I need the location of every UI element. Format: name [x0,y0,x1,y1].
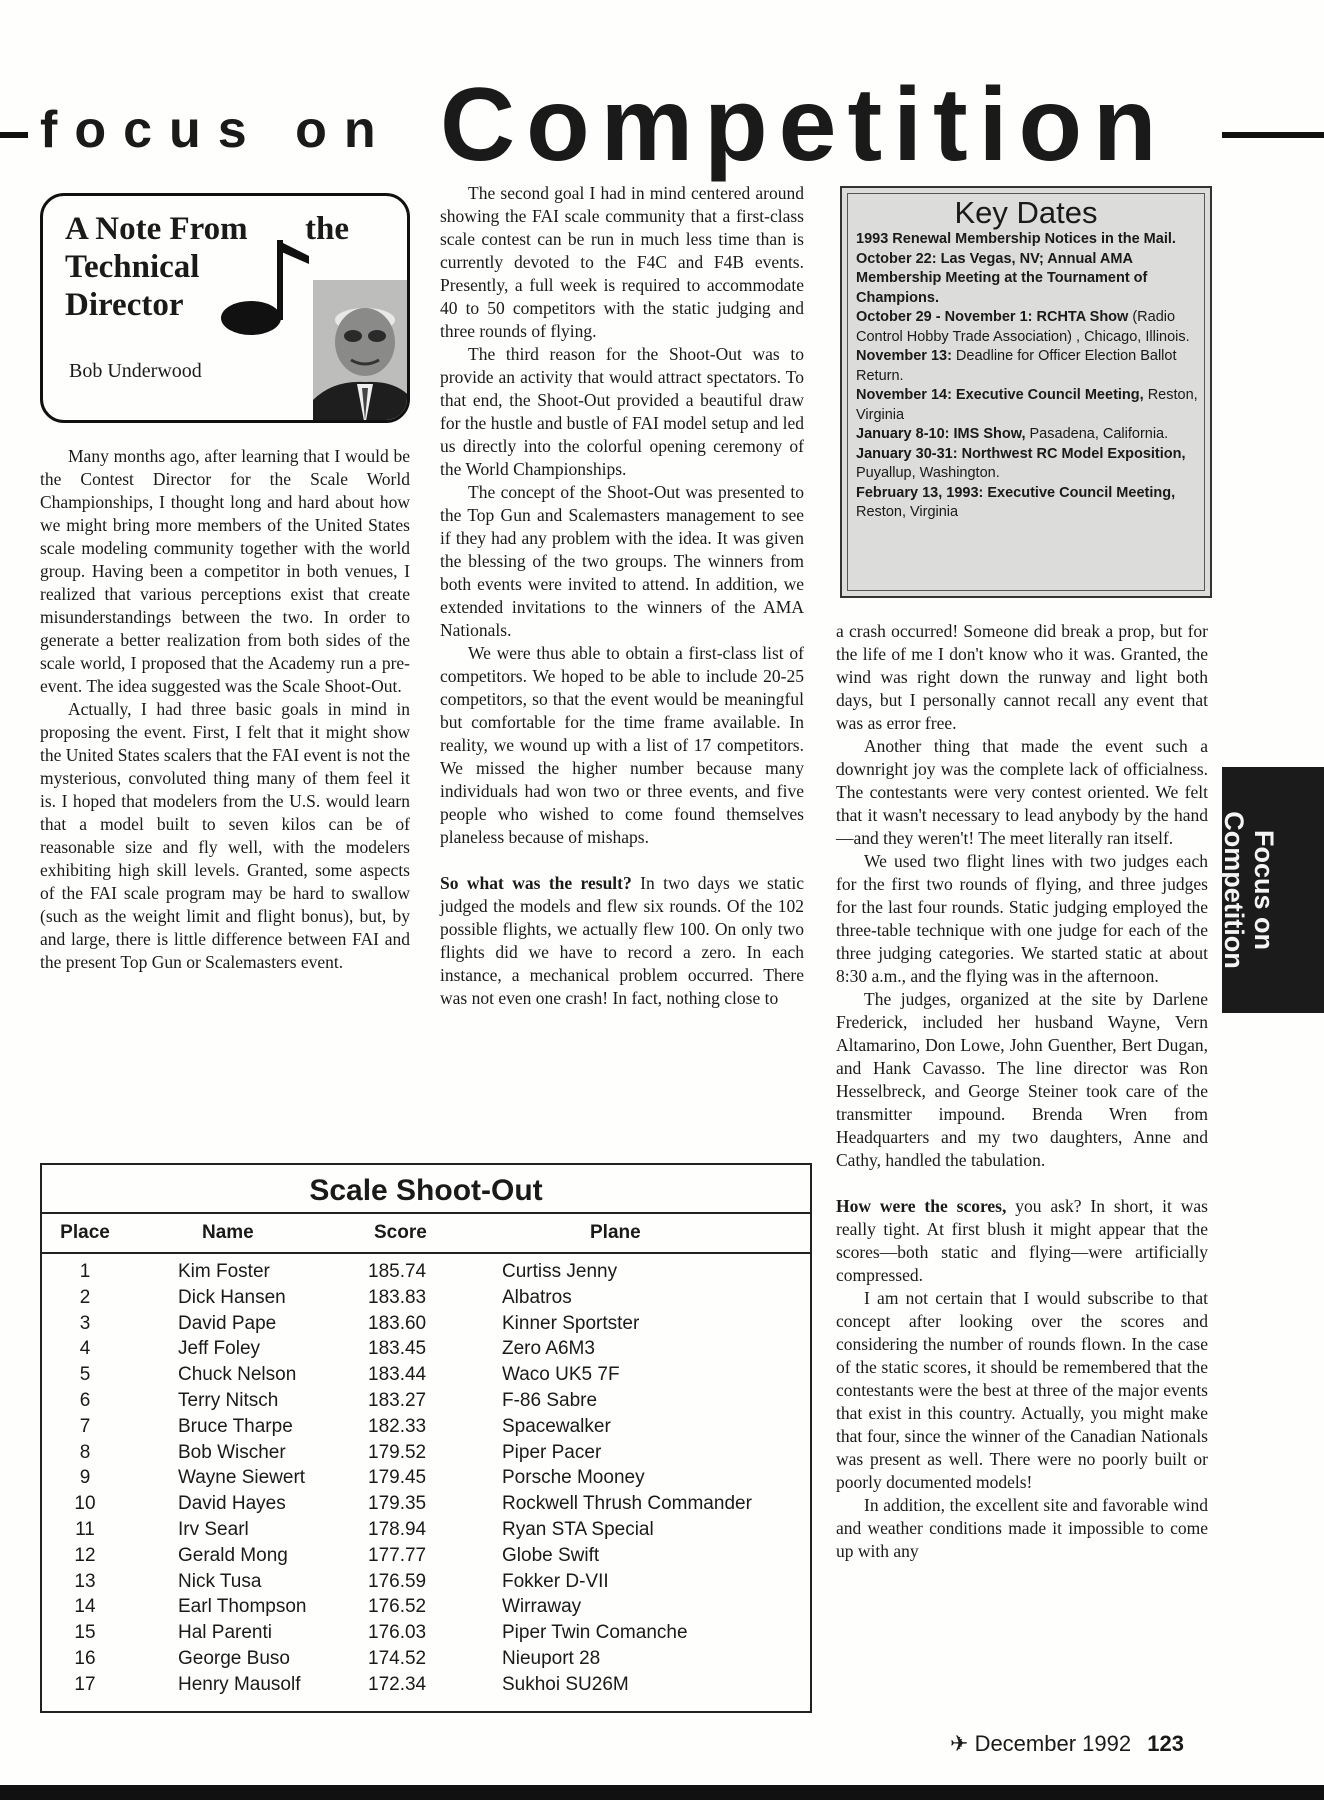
key-date-item: January 8-10: IMS Show, Pasadena, California. [856,426,1169,442]
note-author: Bob Underwood [69,360,202,382]
page-edge [0,1785,1324,1800]
cell-place: 6 [79,1390,91,1411]
cell-name: Bruce Tharpe [178,1415,293,1437]
cell-plane: Albatros [502,1286,572,1308]
cell-name: Henry Mausolf [178,1673,301,1695]
article-column-3 [836,620,1208,1563]
paragraph: The second goal I had in mind centered around showing the FAI scale community that a first-class scale contest can be run in much less time than is currently devoted to the F4C and F4B events. Presently, a full week is required to accommodate 40 to 50 competitors with the static judging and three rounds of flying. [440,183,804,341]
key-date-item: October 22: Las Vegas, NV; Annual AMA Membership Meeting at the Tournament of Champions. [856,250,1148,306]
scale-shoot-out-table [40,1163,812,1713]
cell-score: 176.03 [368,1622,427,1644]
cell-plane: Piper Pacer [502,1441,602,1463]
cell-plane: Sukhoi SU26M [502,1673,629,1695]
cell-score: 183.83 [368,1286,427,1308]
cell-score: 174.52 [368,1648,427,1669]
cell-name: Irv Searl [178,1519,249,1540]
paragraph: How were the scores, you ask? In short, it was really tight. At first blush it might appear that the scores—both static and flying—were artificially compressed. [836,1196,1208,1285]
header-plane: Plane [590,1222,641,1243]
page-footer [950,1729,1184,1759]
paragraph: In addition, the excellent site and favorable wind and weather conditions made it impossible to come up with any [836,1495,1208,1561]
cell-score: 179.52 [368,1441,427,1463]
table-title: Scale Shoot-Out [309,1174,543,1207]
cell-plane: Globe Swift [502,1544,600,1566]
paragraph: The third reason for the Shoot-Out was to provide an activity that would attract spectators. To that end, the Shoot-Out provided a beautiful draw for the hustle and bustle of FAI model setup and led us directly into the colorful opening ceremony of the World Championships. [440,344,804,479]
article-column-2 [440,182,804,1010]
subhead-scores: How were the scores, [836,1196,1007,1216]
header-rule-right [1222,132,1324,138]
plane-icon: ✈ [950,1731,969,1756]
cell-place: 15 [74,1622,96,1644]
note-title-the: the [305,211,349,247]
cell-score: 177.77 [368,1544,427,1566]
cell-name: David Pape [178,1312,277,1334]
header-competition: Competition [440,67,1168,183]
cell-score: 176.59 [368,1570,427,1592]
subhead-result: So what was the result? [440,873,632,893]
cell-plane: Fokker D-VII [502,1570,609,1592]
cell-name: Terry Nitsch [178,1390,279,1411]
cell-place: 1 [79,1261,91,1282]
cell-score: 185.74 [368,1261,427,1282]
article-column-1 [40,445,410,974]
cell-score: 176.52 [368,1596,427,1618]
cell-place: 9 [79,1467,91,1489]
cell-place: 2 [79,1286,91,1308]
cell-name: Bob Wischer [178,1441,286,1463]
cell-score: 182.33 [368,1415,427,1437]
cell-plane: Zero A6M3 [502,1338,595,1360]
paragraph: Another thing that made the event such a downright joy was the complete lack of officialness. The contestants were very contest oriented. We felt that it wasn't necessary to lead anybody by the hand—and they weren't! The meet literally ran itself. [836,736,1208,848]
cell-place: 12 [74,1544,96,1566]
cell-score: 178.94 [368,1519,427,1540]
page-number: 123 [1147,1731,1184,1756]
paragraph: Many months ago, after learning that I would be the Contest Director for the Scale World Championships, I thought long and hard about how we might bring more members of the United States scale modeling community together with the world group. Having been a competitor in both venues, I realized that various perceptions exist that create misunderstandings between the two. In order to generate a better realization from both sides of the scale world, I proposed that the Academy run a pre-event. The idea suggested was the Scale Shoot-Out. [40,446,410,696]
header-score: Score [374,1222,427,1243]
cell-plane: Spacewalker [502,1415,611,1437]
cell-score: 172.34 [368,1673,427,1695]
cell-name: Nick Tusa [178,1570,262,1592]
cell-place: 7 [79,1415,91,1437]
issue-date: December 1992 [974,1731,1132,1756]
cell-score: 183.60 [368,1312,427,1334]
paragraph: The concept of the Shoot-Out was presented to the Top Gun and Scalemasters management to see if they had any problem with the idea. It was given the blessing of the two groups. The winners from both events were invited to attend. In addition, we extended invitations to the winners of the AMA Nationals. [440,482,804,640]
cell-name: David Hayes [178,1493,286,1515]
cell-name: Earl Thompson [178,1596,307,1618]
paragraph: The judges, organized at the site by Darlene Frederick, included her husband Wayne, Vern Altamarino, Don Lowe, John Guenther, Bert Dugan, and Hank Cavasso. The line director was Ron Hesselbreck, and George Steiner took care of the transmitter impound. Brenda Wren from Headquarters and my two daughters, Anne and Cathy, handled the tabulation. [836,989,1208,1170]
cell-name: George Buso [178,1648,290,1669]
paragraph: So what was the result? In two days we static judged the models and flew six rounds. Of the 102 possible flights, we actually flew 100. On only two flights did we have to record a zero. In each instance, a mechanical problem occurred. There was not even one crash! In fact, nothing close to [440,873,804,1008]
cell-name: Kim Foster [178,1261,270,1282]
cell-place: 10 [74,1493,96,1515]
cell-plane: Curtiss Jenny [502,1261,618,1282]
header-focus-on: focus on [40,101,393,159]
cell-score: 179.35 [368,1493,427,1515]
cell-place: 8 [79,1441,91,1463]
paragraph: Actually, I had three basic goals in mind in proposing the event. First, I felt that it might show the United States scalers that the FAI event is not the mysterious, convoluted thing many of them feel it is. I hoped that modelers from the U.S. would learn that a model built to seven kilos can be of reasonable size and fly well, with the modelers exhibiting high skill levels. Granted, some aspects of the FAI scale program may be hard to swallow (such as the weight limit and flight bonus), but, by and large, there is little difference between FAI and the present Top Gun or Scalemasters event. [40,699,411,972]
header-place: Place [60,1222,110,1243]
cell-score: 183.45 [368,1338,427,1360]
cell-place: 14 [74,1596,96,1618]
cell-plane: F-86 Sabre [502,1390,598,1411]
paragraph: We were thus able to obtain a first-class list of competitors. We hoped to be able to include 20-25 competitors, so that the event would be meaningful but comfortable for the time frame available. In reality, we wound up with a list of 17 competitors. We missed the higher number because many individuals had won two or three events, and five people who wished to come found themselves planeless because of mishaps. [440,643,804,847]
cell-name: Chuck Nelson [178,1364,297,1386]
cell-place: 11 [75,1519,95,1540]
key-date-item: October 29 - November 1: RCHTA Show (Radio Control Hobby Trade Association) , Chicago, Illinois. [856,309,1190,345]
key-dates-box [840,186,1212,598]
cell-name: Wayne Siewert [178,1467,306,1489]
key-date-item: November 13: Deadline for Officer Election Ballot Return. [856,348,1177,384]
key-date-item: January 30-31: Northwest RC Model Exposition, Puyallup, Washington. [856,445,1186,481]
cell-name: Jeff Foley [178,1338,261,1360]
cell-score: 183.27 [368,1390,427,1411]
music-note-icon [213,230,313,340]
cell-plane: Ryan STA Special [502,1519,654,1540]
cell-score: 183.44 [368,1364,427,1386]
header-name: Name [202,1222,254,1243]
cell-place: 5 [79,1364,91,1386]
cell-place: 13 [74,1570,96,1592]
key-date-item: 1993 Renewal Membership Notices in the Mail. [856,231,1176,247]
cell-plane: Waco UK5 7F [502,1364,620,1386]
cell-plane: Porsche Mooney [502,1467,645,1489]
cell-place: 4 [79,1338,91,1360]
paragraph: a crash occurred! Someone did break a prop, but for the life of me I don't know who it was. Granted, the wind was right down the runway and light both days, but I personally cannot recall any event that was as error free. [836,621,1208,733]
key-date-item: February 13, 1993: Executive Council Meeting, Reston, Virginia [856,484,1176,520]
paragraph: We used two flight lines with two judges each for the first two rounds of flying, and three judges for the last four rounds. Static judging employed the three-table technique with one judge for each of the three judging categories. We started static at about 8:30 a.m., and the flying was in the afternoon. [836,851,1208,986]
key-dates-title: Key Dates [954,195,1098,230]
cell-plane: Piper Twin Comanche [502,1622,688,1644]
cell-place: 17 [74,1673,96,1695]
cell-plane: Wirraway [502,1596,582,1618]
note-title: A Note From Technical Director [65,211,248,323]
cell-name: Dick Hansen [178,1286,286,1308]
technical-director-note-box [40,193,410,423]
cell-score: 179.45 [368,1467,427,1489]
paragraph: I am not certain that I would subscribe to that concept after looking over the scores and considering the number of rounds flown. In the case of the static scores, it should be remembered that the contestants were the best at three of the major events that exist in this country. Actually, you might make that four, since the winner of the Canadian Nationals was present as well. There were no poorly built or poorly documented models! [836,1288,1208,1492]
cell-name: Hal Parenti [178,1622,272,1644]
cell-plane: Rockwell Thrush Commander [502,1493,752,1515]
cell-name: Gerald Mong [178,1544,288,1566]
key-date-item: November 14: Executive Council Meeting, Reston, Virginia [856,387,1198,423]
cell-place: 3 [79,1312,91,1334]
side-tab-label: Focus on Competition [1219,811,1279,969]
cell-plane: Nieuport 28 [502,1648,601,1669]
cell-plane: Kinner Sportster [502,1312,640,1334]
header-rule-left [0,132,28,138]
author-portrait [313,280,410,423]
cell-place: 16 [74,1648,96,1669]
